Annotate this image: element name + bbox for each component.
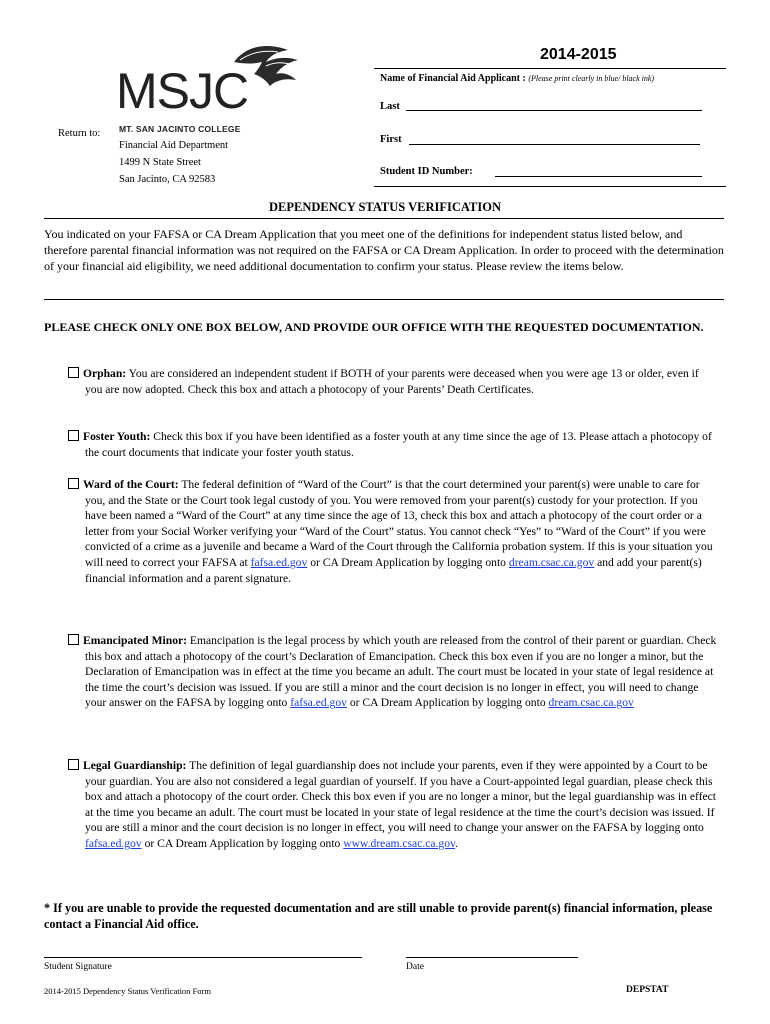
legal-guardianship-text: The definition of legal guardianship does not include your parents, even if they were appointed by a Court to be your guardian. You are also not considered a legal guardian of yourself. If you have a Court-appointed legal guardian, please check this box and attach a photocopy of the court order. Check this box even if you are no longer a minor, but the legal guardianship was in effect at the time you became an adult. The court must be located in your state of legal residence at the time the court’s decision was issued. If you are still a minor and the court decision is no longer in effect, you will need to change your answer on the FAFSA by logging onto [85,759,716,835]
foster-youth-label: Foster Youth: [83,430,151,443]
header-rule [374,68,726,69]
applicant-box-rule [374,186,726,187]
dream-link[interactable]: dream.csac.ca.gov [508,555,595,569]
legal-guardianship-label: Legal Guardianship: [83,759,187,772]
last-name-label: Last [380,101,400,112]
option-ward-of-court [68,477,718,586]
last-name-field[interactable] [406,98,702,111]
footer-form-code: DEPSTAT [626,985,669,995]
fafsa-link[interactable]: fafsa.ed.gov [85,836,142,850]
emancipated-minor-text-mid: or CA Dream Application by logging onto [349,696,546,710]
first-name-field[interactable] [409,133,700,145]
ward-of-court-checkbox[interactable] [68,478,79,489]
foster-youth-text: Check this box if you have been identified as a foster youth at any time since the age of 13. Please attach a photocopy of the court documents that indicate your foster youth status. [85,430,712,459]
fafsa-link[interactable]: fafsa.ed.gov [250,555,308,569]
address-line-city: San Jacinto, CA 92583 [119,174,216,185]
emancipated-minor-text: Emancipation is the legal process by which youth are released from the control of their parent or guardian. Check this box and attach a photocopy of the court’s Declaration of Emancipation. Check this box even if you are no longer a minor, but the Declaration of Emancipation was in effect at the time you became an adult. The court must be located in your state of legal residence at the time the court’s decision was issued. If you are still a minor and the court decision is no longer in effect, you will need to change your answer on the FAFSA by logging onto [85,634,717,710]
orphan-checkbox[interactable] [68,367,79,378]
page-title: DEPENDENCY STATUS VERIFICATION [269,200,501,214]
logo-college-name: MT. SAN JACINTO COLLEGE [119,124,241,134]
footer-form-name: 2014-2015 Dependency Status Verification Form [44,986,211,996]
student-signature-label: Student Signature [44,962,112,972]
ward-of-court-text-mid: or CA Dream Application by logging onto [310,555,506,569]
address-line-street: 1499 N State Street [119,157,201,168]
form-year: 2014-2015 [540,46,617,63]
ward-of-court-label: Ward of the Court: [83,478,179,491]
emancipated-minor-checkbox[interactable] [68,634,79,645]
fafsa-link[interactable]: fafsa.ed.gov [290,696,347,710]
orphan-label: Orphan: [83,367,127,380]
option-foster-youth [68,429,718,460]
dream-link[interactable]: dream.csac.ca.gov [548,696,634,710]
legal-guardianship-text-end: . [455,836,458,850]
student-signature-field[interactable] [44,957,362,958]
applicant-name-note: (Please print clearly in blue/ black ink) [528,74,655,83]
intro-rule [44,299,724,300]
instruction-text: PLEASE CHECK ONLY ONE BOX BELOW, AND PROVIDE OUR OFFICE WITH THE REQUESTED DOCUMENTATION. [44,320,704,334]
option-orphan [68,366,718,397]
title-rule [44,218,724,219]
date-label: Date [406,962,424,972]
orphan-text: You are considered an independent student if BOTH of your parents were deceased when you were age 13 or older, even if you are now adopted. Check this box and attach a photocopy of your Parents’ Death Certificates. [85,367,699,396]
option-legal-guardianship [68,758,718,852]
student-id-field[interactable] [495,165,702,177]
address-line-department: Financial Aid Department [119,140,229,151]
foster-youth-checkbox[interactable] [68,430,79,441]
option-emancipated-minor [68,633,718,711]
applicant-name-label: Name of Financial Aid Applicant : (Please print clearly in blue/ black ink) [380,73,655,84]
legal-guardianship-checkbox[interactable] [68,759,79,770]
student-id-label: Student ID Number: [380,166,473,177]
logo-wordmark: MSJC [116,63,249,119]
return-to-label: Return to: [58,128,101,139]
date-field[interactable] [406,957,578,958]
footnote: * If you are unable to provide the requested documentation and are still unable to provide parent(s) financial information, please contact a Financial Aid office. [44,901,713,931]
legal-guardianship-text-mid: or CA Dream Application by logging onto [144,836,341,850]
first-name-label: First [380,134,402,145]
ward-of-court-text: The federal definition of “Ward of the Court” is that the court determined your parent(s) were unable to care for you, and the State or the Court took legal custody of you. You were removed from your parent(s) custody for your protection. If you have been named a “Ward of the Court” at any time since the age of 13, check this box and attach a photocopy of the court order or a letter from your Social Worker verifying your “Ward of the Court” status. You cannot check “Yes” to “Ward of the Court” if you were convicted of a crime as a juvenile and became a Ward of the Court through the California probation system. If this is your situation you will need to correct your FAFSA at [85,478,713,569]
emancipated-minor-label: Emancipated Minor: [83,634,188,647]
dream-link[interactable]: www.dream.csac.ca.gov [343,836,456,850]
intro-paragraph: You indicated on your FAFSA or CA Dream Application that you meet one of the definitions for independent status listed below, and therefore parental financial information was not required on the FAFSA or CA Dream Application. In order to proceed with the determination of your financial aid eligibility, we need additional documentation to confirm your status. Please review the items below. [44,227,724,273]
ward-of-court-text-end: and add your parent(s) financial information and a parent signature. [85,555,702,585]
